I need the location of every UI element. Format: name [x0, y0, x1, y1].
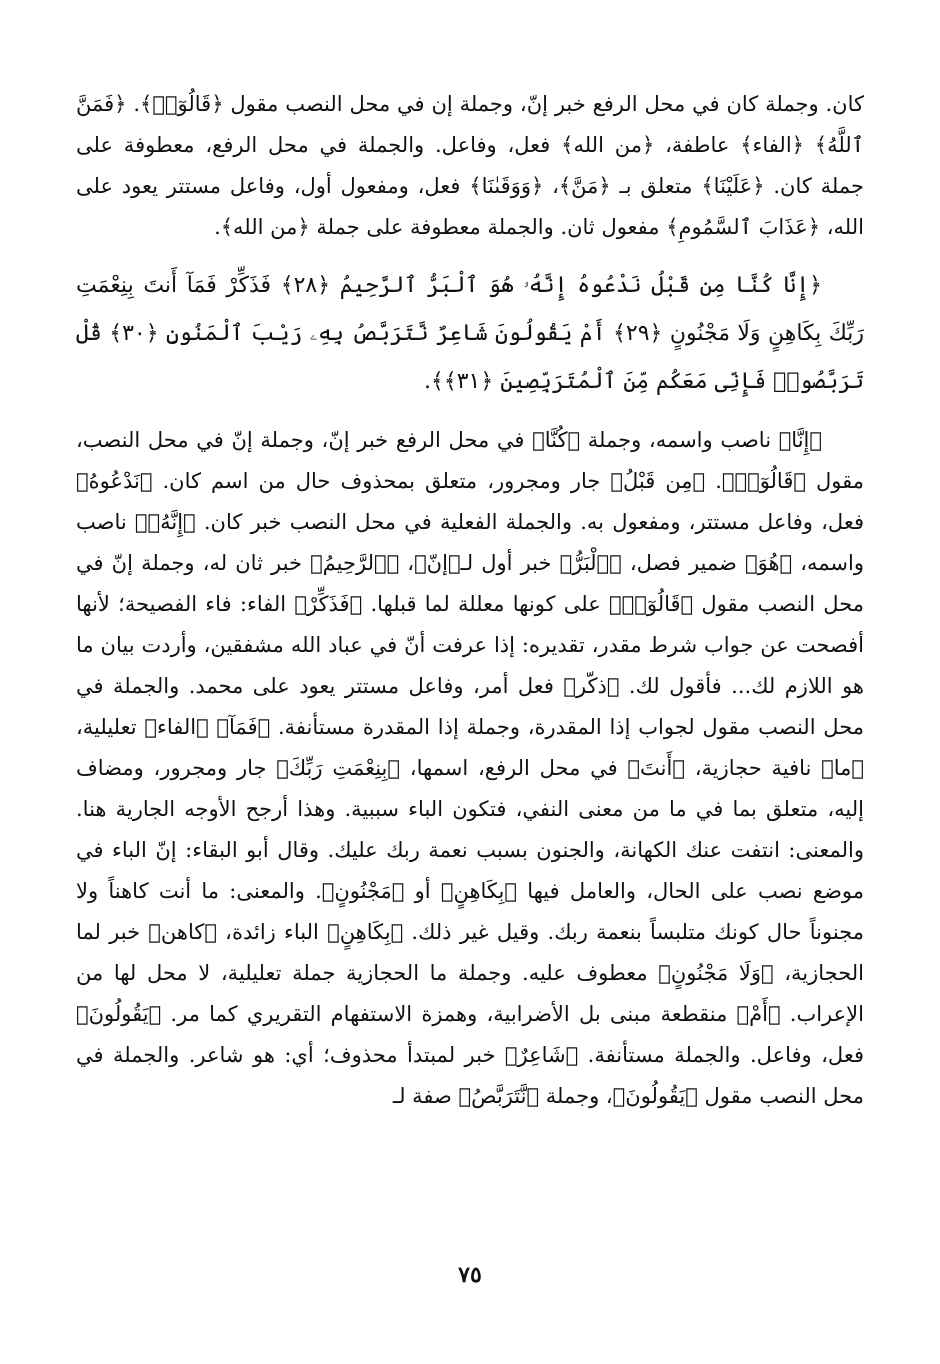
quran-verse-block: ﴿إِنَّا كُنَّا مِن قَبْلُ نَدْعُوهُ إِنَّهُۥ هُوَ ٱلْبَرُّ ٱلرَّحِيمُ ﴿٢٨﴾ فَذَكِّرْ فَمَآ أَنتَ بِنِعْمَتِ رَبِّكَ بِكَاهِنٍ وَلَا مَجْنُونٍ ﴿٢٩﴾ أَمْ يَقُولُونَ شَاعِرٌ نَّتَرَبَّصُ بِهِۦ رَيْبَ ٱلْمَنُونِ ﴿٣٠﴾ قُلْ تَرَبَّصُوا۟ فَإِنِّى مَعَكُم مِّنَ ٱلْمُتَرَبِّصِينَ ﴿٣١﴾﴾.	[76, 273, 864, 394]
page-number: ٧٥	[458, 1262, 482, 1288]
paragraph-grammar-analysis: ﴿إِنَّا﴾ ناصب واسمه، وجملة ﴿كُنَّا﴾ في محل الرفع خبر إنّ، وجملة إنّ في محل النصب، مقول ﴿قَالُوٓا۟﴾. ﴿مِن قَبْلُ﴾ جار ومجرور، متعلق بمحذوف حال من اسم كان. ﴿نَدْعُوهُ﴾ فعل، وفاعل مستتر، ومفعول به. والجملة الفعلية في محل النصب خبر كان. ﴿إِنَّهُۥ﴾ ناصب واسمه، ﴿هُوَ﴾ ضمير فصل، ﴿ٱلْبَرُّ﴾ خبر أول لـ﴿إنّ﴾، ﴿ٱلرَّحِيمُ﴾ خبر ثان له، وجملة إنّ في محل النصب مقول ﴿قَالُوٓا۟﴾ على كونها معللة لما قبلها. ﴿فَذَكِّرْ﴾ الفاء: فاء الفصيحة؛ لأنها أفصحت عن جواب شرط مقدر، تقديره: إذا عرفت أنّ في عباد الله مشفقين، وأردت بيان ما هو اللازم لك... فأقول لك. ﴿ذكّر﴾ فعل أمر، وفاعل مستتر يعود على محمد. والجملة في محل النصب مقول لجواب إذا المقدرة، وجملة إذا المقدرة مستأنفة. ﴿فَمَآ﴾ ﴿الفاء﴾ تعليلية، ﴿ما﴾ نافية حجازية، ﴿أَنتَ﴾ في محل الرفع، اسمها، ﴿بِنِعْمَتِ رَبِّكَ﴾ جار ومجرور، ومضاف إليه، متعلق بما في ما من معنى النفي، فتكون الباء سببية. وهذا أرجح الأوجه الجارية هنا. والمعنى: انتفت عنك الكهانة، والجنون بسبب نعمة ربك عليك. وقال أبو البقاء: إنّ الباء في موضع نصب على الحال، والعامل فيها ﴿بِكَاهِنٍ﴾ أو ﴿مَجْنُونٍ﴾. والمعنى: ما أنت كاهناً ولا مجنوناً حال كونك متلبساً بنعمة ربك. وقيل غير ذلك. ﴿بِكَاهِنٍ﴾ الباء زائدة، ﴿كاهن﴾ خبر لما الحجازية، ﴿وَلَا مَجْنُونٍ﴾ معطوف عليه. وجملة ما الحجازية جملة تعليلية، لا محل لها من الإعراب. ﴿أَمْ﴾ منقطعة مبنى بل الأضرابية، وهمزة الاستفهام التقريري كما مر. ﴿يَقُولُونَ﴾ فعل، وفاعل. والجملة مستأنفة. ﴿شَاعِرٌ﴾ خبر لمبتدأ محذوف؛ أي: هو شاعر. والجملة في محل النصب مقول ﴿يَقُولُونَ﴾، وجملة ﴿نَّتَرَبَّصُ﴾ صفة لـ	[76, 428, 864, 1108]
paragraph-continuation: كان. وجملة كان في محل الرفع خبر إنّ، وجملة إن في محل النصب مقول ﴿قَالُوٓا۟﴾. ﴿فَمَنَّ ٱللَّهُ﴾ ﴿الفاء﴾ عاطفة، ﴿من الله﴾ فعل، وفاعل. والجملة في محل الرفع، معطوفة على جملة كان. ﴿عَلَيْنَا﴾ متعلق بـ ﴿مَنَّ﴾، ﴿وَوَقَىٰنَا﴾ فعل، ومفعول أول، وفاعل مستتر يعود على الله، ﴿عَذَابَ ٱلسَّمُومِ﴾ مفعول ثان. والجملة معطوفة على جملة ﴿من الله﴾.	[76, 92, 864, 239]
